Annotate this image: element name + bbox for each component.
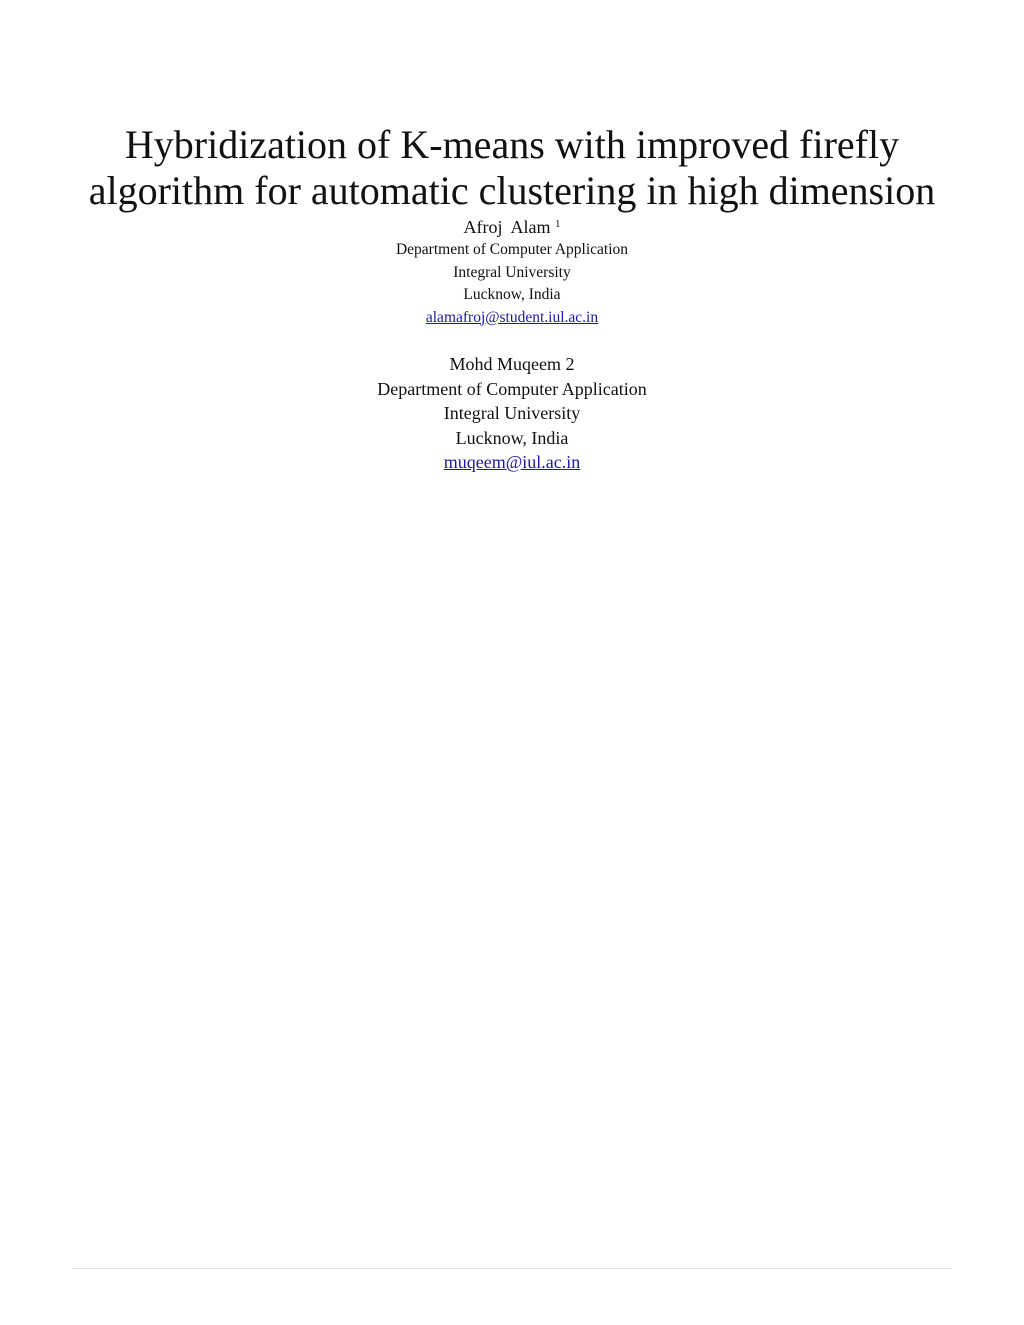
title-line-2: algorithm for automatic clustering in high dimension xyxy=(88,168,936,213)
author-1-name: Afroj Alam xyxy=(463,217,551,237)
author-1-department: Department of Computer Application xyxy=(395,241,628,258)
author-1-email-link[interactable]: alamafroj@student.iul.ac.in xyxy=(425,308,599,326)
author-1-block xyxy=(212,216,812,329)
author-1-location: Lucknow, India xyxy=(463,286,561,303)
author-2-block xyxy=(212,352,812,475)
author-2-email-line xyxy=(212,450,812,475)
author-2-location: Lucknow, India xyxy=(455,427,569,448)
author-1-university: Integral University xyxy=(453,263,571,281)
author-1-email-line xyxy=(212,307,812,330)
paper-title xyxy=(40,122,984,214)
author-2-name: Mohd Muqeem 2 xyxy=(449,354,575,374)
author-1-name-line xyxy=(212,216,812,239)
footer-divider xyxy=(72,1268,952,1269)
author-2-university: Integral University xyxy=(443,403,581,423)
author-1-superscript: 1 xyxy=(555,218,561,230)
author-2-department: Department of Computer Application xyxy=(377,378,647,399)
author-2-email-link[interactable]: muqeem@iul.ac.in xyxy=(443,452,581,472)
title-line-1: Hybridization of K-means with improved firefly xyxy=(124,122,900,167)
